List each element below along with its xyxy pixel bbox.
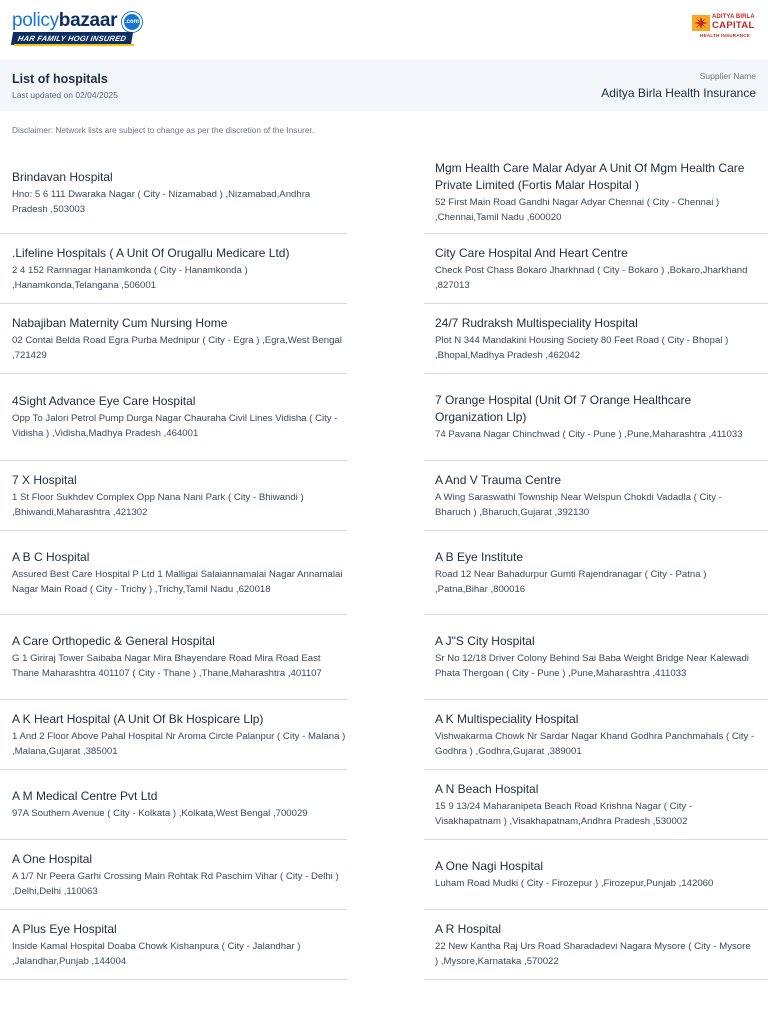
hospital-name: .Lifeline Hospitals ( A Unit Of Orugallu Medicare Ltd) [12,245,290,260]
logo-bazaar: bazaar [58,10,118,31]
logo-policy: policy [12,10,59,31]
hospital-address: Vishwakarma Chowk Nr Sardar Nagar Khand Godhra Panchmahals ( City - Godhra ) ,Godhra,Gujarat ,389001 [435,730,755,757]
hospital-address: 52 First Main Road Gandhi Nagar Adyar Chennai ( City - Chennai ) ,Chennai,Tamil Nadu ,600020 [435,197,720,223]
hospital-item[interactable] [424,770,768,840]
hospital-item[interactable] [0,461,347,531]
hospital-item[interactable] [0,770,347,840]
hospital-address: Luham Road Mudki ( City - Firozepur ) ,Firozepur,Punjab ,142060 [435,878,714,889]
hospital-name: A Plus Eye Hospital [12,921,117,936]
hospital-name: Mgm Health Care Malar Adyar A Unit Of Mgm Health Care Private Limited (Fortis Malar Hospital ) [435,161,745,192]
aditya-birla-capital-logo[interactable] [692,14,756,40]
hospital-name: A One Hospital [12,851,93,866]
policybazaar-tagline: HAR FAMILY HOGI INSURED [11,32,133,45]
hospital-address: Plot N 344 Mandakini Housing Society 80 Feet Road ( City - Bhopal ) ,Bhopal,Madhya Pradesh ,462042 [435,334,729,361]
hospital-item[interactable] [424,461,768,531]
hospital-item[interactable] [424,700,768,770]
supplier-label: Supplier Name [699,71,756,81]
hospital-address: 1 St Floor Sukhdev Complex Opp Nana Nani Park ( City - Bhiwandi ) ,Bhiwandi,Maharashtra ,421302 [12,491,304,518]
hospital-address: Sr No 12/18 Driver Colony Behind Sai Baba Weight Bridge Near Kalewadi Phata Thergoan ( City - Pune ) ,Pune,Maharashtra ,411033 [435,653,749,679]
hospital-item[interactable] [0,152,347,234]
hospital-item[interactable] [0,234,347,304]
hospital-name: City Care Hospital And Heart Centre [435,245,628,260]
hospital-item[interactable] [424,152,768,234]
aditya-birla-sun-icon [692,15,710,31]
hospital-item[interactable] [0,840,347,910]
hospital-item[interactable] [0,531,347,615]
hospital-address: Opp To Jalori Petrol Pump Durga Nagar Chauraha Civil Lines Vidisha ( City - Vidisha ) ,Vidisha,Madhya Pradesh ,464001 [12,413,338,439]
hospital-name: A N Beach Hospital [435,781,539,796]
hospital-address: 74 Pavana Nagar Chinchwad ( City - Pune ) ,Pune,Maharashtra ,411033 [435,429,743,440]
hospital-name: A B C Hospital [12,549,90,564]
hospital-name: A K Multispeciality Hospital [435,711,579,726]
page-title: List of hospitals [12,72,108,86]
hospital-address: 22 New Kantha Raj Urs Road Sharadadevi Nagara Mysore ( City - Mysore ) ,Mysore,Karnataka ,570022 [435,940,751,967]
hospital-name: 7 X Hospital [12,472,77,487]
hospital-name: A B Eye Institute [435,549,524,564]
page-header [0,0,768,58]
hospital-name: A K Heart Hospital (A Unit Of Bk Hospicare Llp) [12,711,264,726]
hospital-item[interactable] [424,615,768,700]
hospital-name: A J"S City Hospital [435,634,535,648]
hospital-address: Road 12 Near Bahadurpur Gumti Rajendranagar ( City - Patna ) ,Patna,Bihar ,800016 [435,568,707,595]
tagline-underline [14,44,134,46]
hospital-item[interactable] [0,700,347,770]
hospital-address: G 1 Giriraj Tower Saibaba Nagar Mira Bhayendare Road Mira Road East Thane Maharashtra 401107 ( City - Thane ) ,Thane,Maharashtra ,401107 [12,653,322,679]
hospital-list-right [435,152,756,980]
hospital-address: Check Post Chass Bokaro Jharkhnad ( City - Bokaro ) ,Bokaro,Jharkhand ,827013 [435,264,748,291]
last-updated-text: Last updated on 02/04/2025 [12,90,118,100]
hospital-address: A 1/7 Nr Peera Garhi Crossing Main Rohtak Rd Paschim Vihar ( City - Delhi ) ,Delhi,Delhi ,110063 [12,870,339,897]
insurer-subtitle: HEALTH INSURANCE [700,33,751,38]
hospital-item[interactable] [424,910,768,980]
hospital-name: 24/7 Rudraksh Multispeciality Hospital [435,315,638,330]
hospital-name: A M Medical Centre Pvt Ltd [12,789,158,803]
insurer-name: ADITYA BIRLA CAPITAL [712,14,755,31]
hospital-item[interactable] [424,374,768,461]
hospital-item[interactable] [0,615,347,700]
hospital-address: Inside Kamal Hospital Doaba Chowk Kishanpura ( City - Jalandhar ) ,Jalandhar,Punjab ,144004 [12,940,301,967]
disclaimer-text: Disclaimer: Network lists are subject to change as per the discretion of the Insurer. [12,125,315,135]
hospital-name: Nabajiban Maternity Cum Nursing Home [12,315,228,330]
hospital-address: 15 9 13/24 Maharanipeta Beach Road Krishna Nagar ( City - Visakhapatnam ) ,Visakhapatnam,Andhra Pradesh ,530002 [435,800,693,827]
hospital-list-left [12,152,346,980]
hospital-item[interactable] [424,304,768,374]
hospital-name: A Care Orthopedic & General Hospital [12,634,215,648]
hospital-name: A And V Trauma Centre [435,472,562,487]
hospital-item[interactable] [0,910,347,980]
title-band [0,59,768,111]
hospital-item[interactable] [424,531,768,615]
policybazaar-wordmark [12,10,117,32]
hospital-item[interactable] [424,234,768,304]
hospital-address: 1 And 2 Floor Above Pahal Hospital Nr Aroma Circle Palanpur ( City - Malana ) ,Malana,Gujarat ,385001 [12,730,346,757]
hospital-name: 4Sight Advance Eye Care Hospital [12,394,196,408]
hospital-address: Hno: 5 6 111 Dwaraka Nagar ( City - Nizamabad ) ,Nizamabad,Andhra Pradesh ,503003 [12,188,311,215]
hospital-item[interactable] [0,374,347,461]
supplier-name: Aditya Birla Health Insurance [601,86,756,100]
hospital-address: 2 4 152 Ramnagar Hanamkonda ( City - Hanamkonda ) ,Hanamkonda,Telangana ,506001 [12,264,248,291]
hospital-name: Brindavan Hospital [12,169,113,184]
hospital-name: A R Hospital [435,921,502,936]
hospital-address: A Wing Saraswathi Township Near Welspun Chokdi Vadadla ( City - Bharuch ) ,Bharuch,Gujarat ,392130 [435,491,722,518]
hospital-address: Assured Best Care Hospital P Ltd 1 Malligai Salaiannamalai Nagar Annamalai Nagar Main Road ( City - Trichy ) ,Trichy,Tamil Nadu ,620018 [12,568,343,595]
hospital-address: 97A Southern Avenue ( City - Kolkata ) ,Kolkata,West Bengal ,700029 [12,808,308,819]
hospital-item[interactable] [424,840,768,910]
hospital-item[interactable] [0,304,347,374]
hospital-address: 02 Contai Belda Road Egra Purba Mednipur ( City - Egra ) ,Egra,West Bengal ,721429 [12,334,342,361]
dotcom-badge-icon: .com [122,12,142,32]
policybazaar-logo[interactable] [12,10,152,46]
hospital-name: A One Nagi Hospital [435,859,544,873]
hospital-name: 7 Orange Hospital (Unit Of 7 Orange Healthcare Organization Llp) [435,393,692,424]
